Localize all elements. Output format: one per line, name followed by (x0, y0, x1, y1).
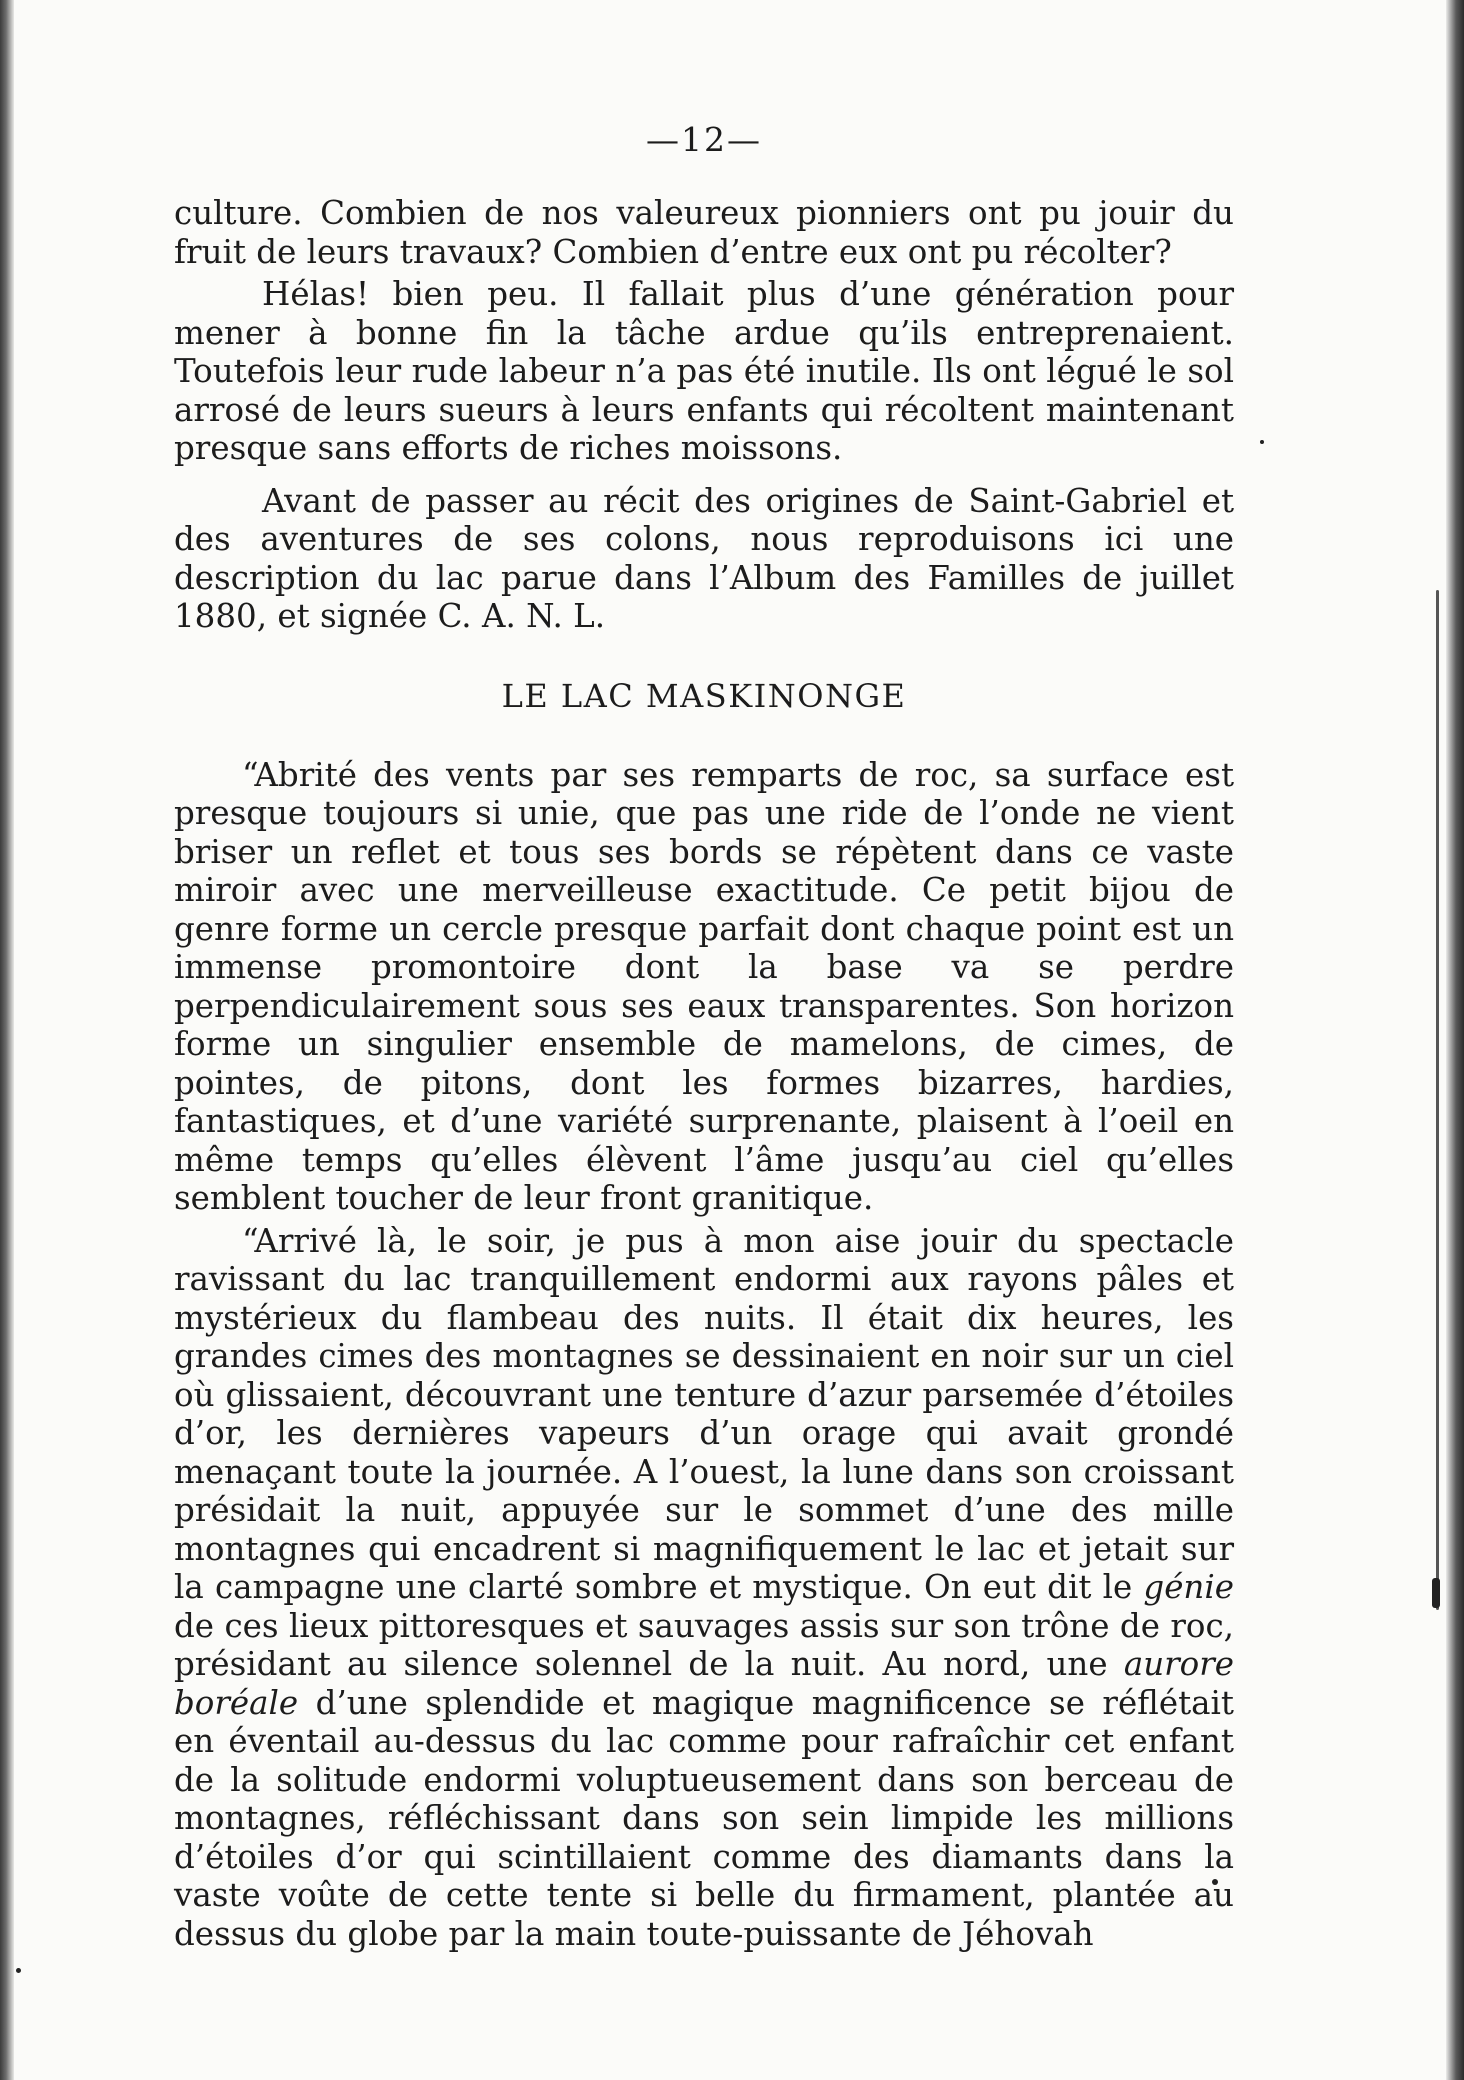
right-scan-edge (1446, 0, 1464, 2080)
page-number: —12— (646, 120, 762, 159)
quote-paragraph-2-text-c: d’une splendide et magique magnificence se réflétait en éventail au-dessus du lac comme pour rafraîchir cet enfant de la solitude endormi voluptueusement dans son berceau de montagnes, réfléchissant dans son sein limpide les millions d’étoiles d’or qui scintillaient comme des diamants dans la vaste voûte de cette tente si belle du firmament, plantée au dessus du globe par la main toute-puissante de Jéhovah (174, 1683, 1234, 1953)
intro-paragraph-1: culture. Combien de nos valeureux pionniers ont pu jouir du fruit de leurs travaux? Combien d’entre eux ont pu récolter? (174, 194, 1234, 271)
intro-paragraph-3: Avant de passer au récit des origines de Saint-Gabriel et des aventures de ses colons, nous reproduisons ici une description du lac parue dans l’Album des Familles de juillet 1880, et signée C. A. N. L. (174, 481, 1234, 635)
binding-tick-mark (1432, 1578, 1440, 1608)
quote-paragraph-2-text-b: de ces lieux pittoresques et sauvages assis sur son trône de roc, présidant au silence solennel de la nuit. Au nord, une (174, 1606, 1234, 1683)
page-body (174, 120, 1234, 1953)
left-scan-edge (0, 0, 14, 2080)
quote-paragraph-2 (174, 1222, 1234, 1954)
ink-speck (1260, 440, 1264, 444)
section-heading: LE LAC MASKINONGE (501, 676, 907, 715)
italic-word-genie: génie (1143, 1568, 1234, 1606)
quote-paragraph-1: “Abrité des vents par ses remparts de roc, sa surface est presque toujours si unie, que pas une ride de l’onde ne vient briser un reflet et tous ses bords se répètent dans ce vaste miroir avec une merveilleuse exactitude. Ce petit bijou de genre forme un cercle presque parfait dont chaque point est un immense promontoire dont la base va se perdre perpendiculairement sous ses eaux transparentes. Son horizon forme un singulier ensemble de mamelons, de cimes, de pointes, de pitons, dont les formes bizarres, hardies, fantastiques, et d’une variété surprenante, plaisent à l’oeil en même temps qu’elles élèvent l’âme jusqu’au ciel qu’elles semblent toucher de leur front granitique. (174, 755, 1234, 1217)
ink-speck (16, 1968, 21, 1973)
italic-phrase-aurore-boreale: aurore boréale (174, 1645, 1234, 1722)
binding-line (1436, 590, 1439, 1610)
intro-paragraph-2: Hélas! bien peu. Il fallait plus d’une génération pour mener à bonne fin la tâche ardue qu’ils entreprenaient. Toutefois leur rude labeur n’a pas été inutile. Ils ont légué le sol arrosé de leurs sueurs à leurs enfants qui récoltent maintenant presque sans efforts de riches moissons. (174, 275, 1234, 467)
quote-paragraph-2-text-a: “Arrivé là, le soir, je pus à mon aise jouir du spectacle ravissant du lac tranquillement endormi aux rayons pâles et mystérieux du flambeau des nuits. Il était dix heures, les grandes cimes des montagnes se dessinaient en noir sur un ciel où glissaient, découvrant une tenture d’azur parsemée d’étoiles d’or, les dernières vapeurs d’un orage qui avait grondé menaçant toute la journée. A l’ouest, la lune dans son croissant présidait la nuit, appuyée sur le sommet d’une des mille montagnes qui encadrent si magnifiquement le lac et jetait sur la campagne une clarté sombre et mystique. On eut dit le (174, 1221, 1234, 1606)
